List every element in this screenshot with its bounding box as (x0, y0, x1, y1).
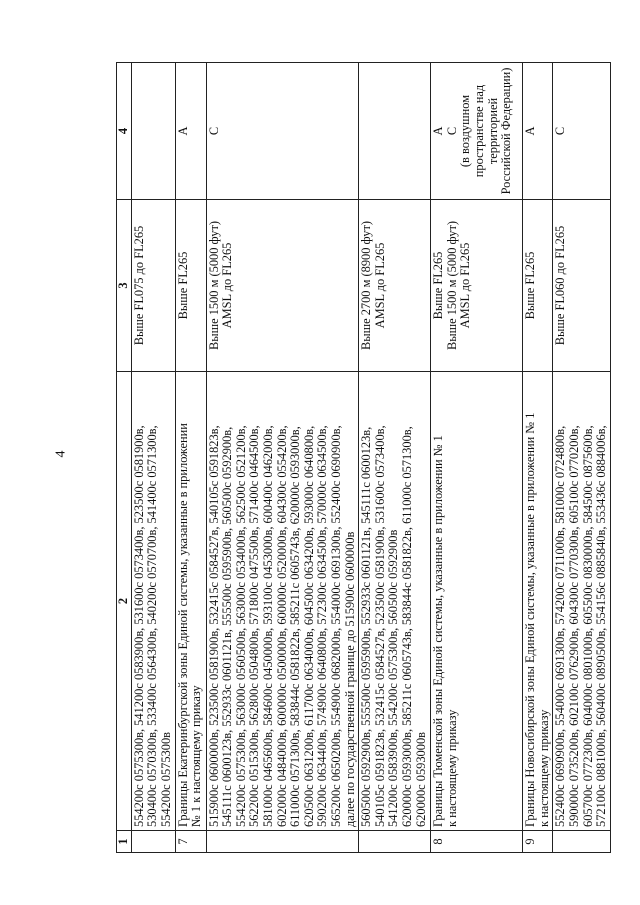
zone-description-cell: Границы Екатеринбургской зоны Единой системы, указанные в приложении № 1 к настоящему приказу (175, 372, 206, 831)
rotated-page-content (116, 63, 609, 853)
table-row (431, 63, 523, 853)
table-row (523, 63, 553, 853)
table-row (206, 63, 359, 853)
coordinates-cell: 560500с 0592900в, 555500с 0595900в, 552933с 0601121в, 545111с 0600123в, 540105с 0591823в, 532415с 0584527в, 523500с 0581900в, 531600с 0573400в, 541200с 0583900в, 554200с 0575300в, 560500с 0592900в 620000с 0593000в, 585211с 0605743в, 583844с 0581822в, 611000с 0571300в, 620000с 0593000в (359, 372, 431, 831)
table-row (359, 63, 431, 853)
row-number (553, 831, 610, 853)
altitude-cell: Выше FL265 (523, 200, 553, 372)
altitude-cell: Выше FL265 (175, 200, 206, 372)
class-cell (131, 63, 175, 200)
zone-description-cell: Границы Тюменской зоны Единой системы, указанные в приложении № 1 к настоящему приказу (431, 372, 523, 831)
altitude-cell: Выше FL060 до FL265 (553, 200, 610, 372)
altitude-cell: Выше FL075 до FL265 (131, 200, 175, 372)
class-cell: C (206, 63, 359, 200)
table-row (553, 63, 610, 853)
coordinates-cell: 552400с 0690900в, 554000с 0691300в, 574200с 0711000в, 581000с 0724800в, 590000с 0735200в, 602100с 0762900в, 604300с 0770300в, 605100с 0770200в, 605700с 0772300в, 604000с 0801000в, 605500с 0830000в, 584500с 0875600в, 572100с 0881000в, 560400с 0890500в, 554156с 0885840в, 553436с 0884006в, (553, 372, 610, 831)
coordinates-cell: 554200с 0575300в, 541200с 0583900в, 531600с 0573400в, 523500с 0581900в, 530400с 0570300в, 533400с 0564300в, 540200с 0570700в, 541400с 0571300в, 554200с 0575300в (131, 372, 175, 831)
row-number: 7 (175, 831, 206, 853)
page-number: 4 (53, 450, 69, 458)
altitude-cell: Выше 2700 м (8900 фут) AMSL до FL265 (359, 200, 431, 372)
airspace-table (116, 62, 611, 853)
table-header-row (117, 63, 132, 853)
column-header-2: 2 (117, 372, 132, 831)
altitude-cell: Выше FL265 Выше 1500 м (5000 фут) AMSL до FL265 (431, 200, 523, 372)
class-cell (359, 63, 431, 200)
class-cell: A (175, 63, 206, 200)
row-number (206, 831, 359, 853)
row-number (359, 831, 431, 853)
column-header-3: 3 (117, 200, 132, 372)
column-header-1: 1 (117, 831, 132, 853)
coordinates-cell: 515900с 0600000в, 523500с 0581900в, 532415с 0584527в, 540105с 0591823в, 545111с 0600123в, 552933с 0601121в, 555500с 0595900в, 560500с 0592900в, 554200с 0575300в, 563000с 0560500в, 563000с 0534000в, 562500с 0521200в, 562200с 0515300в, 562800с 0504800в, 571800с 0475500в, 571400с 0464500в, 581000с 0465600в, 584600с 0450000в, 593100с 0453000в, 600400с 0462000в, 602000с 0484000в, 600000с 0500000в, 600000с 0520000в, 604300с 0554200в, 611000с 0571300в, 583844с 0581822в, 585211с 0605743в, 620000с 0593000в, 620500с 0631200в, 611700с 0634000в, 604500с 0634200в, 593000с 0640800в, 590200с 0634400в, 574900с 0640800в, 572300с 0634500в, 570000с 0634500в, 565200с 0650200в, 554900с 0682000в, 554000с 0691300в, 552400с 0690900в, далее по государственной границе до 515900с 0600000в (206, 372, 359, 831)
row-number (131, 831, 175, 853)
row-number: 9 (523, 831, 553, 853)
table-row (131, 63, 175, 853)
altitude-cell: Выше 1500 м (5000 фут) AMSL до FL265 (206, 200, 359, 372)
class-cell: A (523, 63, 553, 200)
zone-description-cell: Границы Новосибирской зоны Единой системы, указанные в приложении № 1 к настоящему приказу (523, 372, 553, 831)
table-row (175, 63, 206, 853)
class-cell: C (553, 63, 610, 200)
row-number: 8 (431, 831, 523, 853)
column-header-4: 4 (117, 63, 132, 200)
class-cell: A C (в воздушном пространстве над территорией Российской Федерации) (431, 63, 523, 200)
